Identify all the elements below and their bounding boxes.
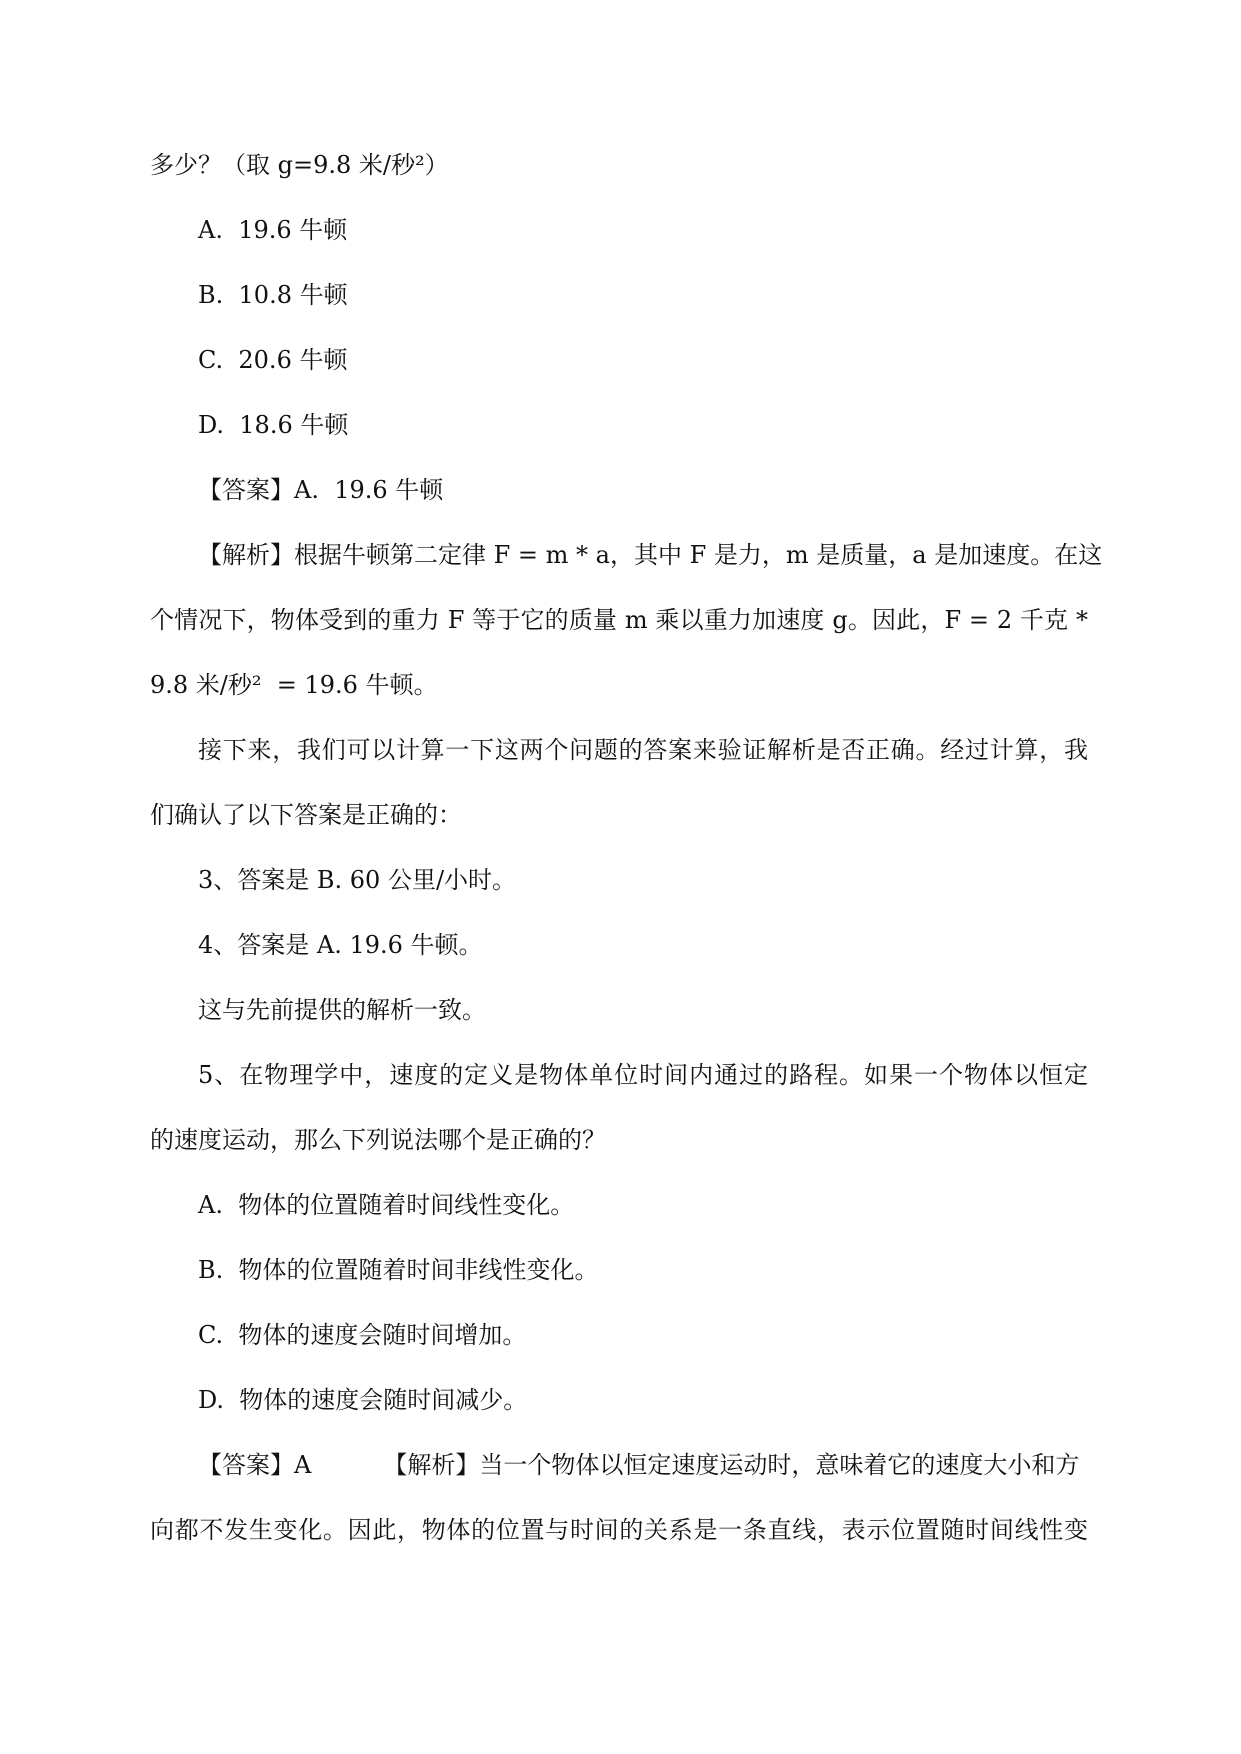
question-5-stem-line-2: 的速度运动，那么下列说法哪个是正确的？ (150, 1126, 606, 1154)
question-4-analysis-line-1: 【解析】根据牛顿第二定律 F = m * a，其中 F 是力，m 是质量，a 是加速度。在这 (198, 541, 1103, 569)
question-4-analysis-line-2: 个情况下，物体受到的重力 F 等于它的质量 m 乘以重力加速度 g。因此，F = 2 千克 * (150, 606, 1088, 634)
question-5-option-b: B. 物体的位置随着时间非线性变化。 (198, 1256, 599, 1284)
question-5-option-d: D. 物体的速度会随时间减少。 (198, 1386, 528, 1414)
question-5-option-c: C. 物体的速度会随时间增加。 (198, 1321, 527, 1349)
question-4-option-b: B. 10.8 牛顿 (198, 281, 348, 309)
verification-paragraph-line-2: 们确认了以下答案是正确的： (150, 801, 462, 829)
question-5-option-a: A. 物体的位置随着时间线性变化。 (198, 1191, 575, 1219)
question-5-answer: 【答案】A (198, 1451, 312, 1479)
question-4-stem-tail: 多少？（取 g=9.8 米/秒²） (150, 151, 449, 179)
verification-answer-4: 4、答案是 A. 19.6 牛顿。 (198, 931, 483, 959)
verification-paragraph-line-1: 接下来，我们可以计算一下这两个问题的答案来验证解析是否正确。经过计算，我 (198, 736, 1088, 764)
question-4-option-c: C. 20.6 牛顿 (198, 346, 348, 374)
question-4-option-d: D. 18.6 牛顿 (198, 411, 349, 439)
question-5-analysis-line-1: 【解析】当一个物体以恒定速度运动时，意味着它的速度大小和方 (383, 1451, 1080, 1479)
question-4-analysis-line-3: 9.8 米/秒² = 19.6 牛顿。 (150, 671, 438, 699)
question-4-answer: 【答案】A. 19.6 牛顿 (198, 476, 444, 504)
verification-conclusion: 这与先前提供的解析一致。 (198, 996, 486, 1024)
question-5-answer-line (198, 1445, 1088, 1485)
question-5-analysis-line-2: 向都不发生变化。因此，物体的位置与时间的关系是一条直线，表示位置随时间线性变 (150, 1516, 1088, 1544)
question-5-stem-line-1: 5、在物理学中，速度的定义是物体单位时间内通过的路程。如果一个物体以恒定 (198, 1061, 1088, 1089)
verification-answer-3: 3、答案是 B. 60 公里/小时。 (198, 866, 517, 894)
question-4-option-a: A. 19.6 牛顿 (198, 216, 348, 244)
